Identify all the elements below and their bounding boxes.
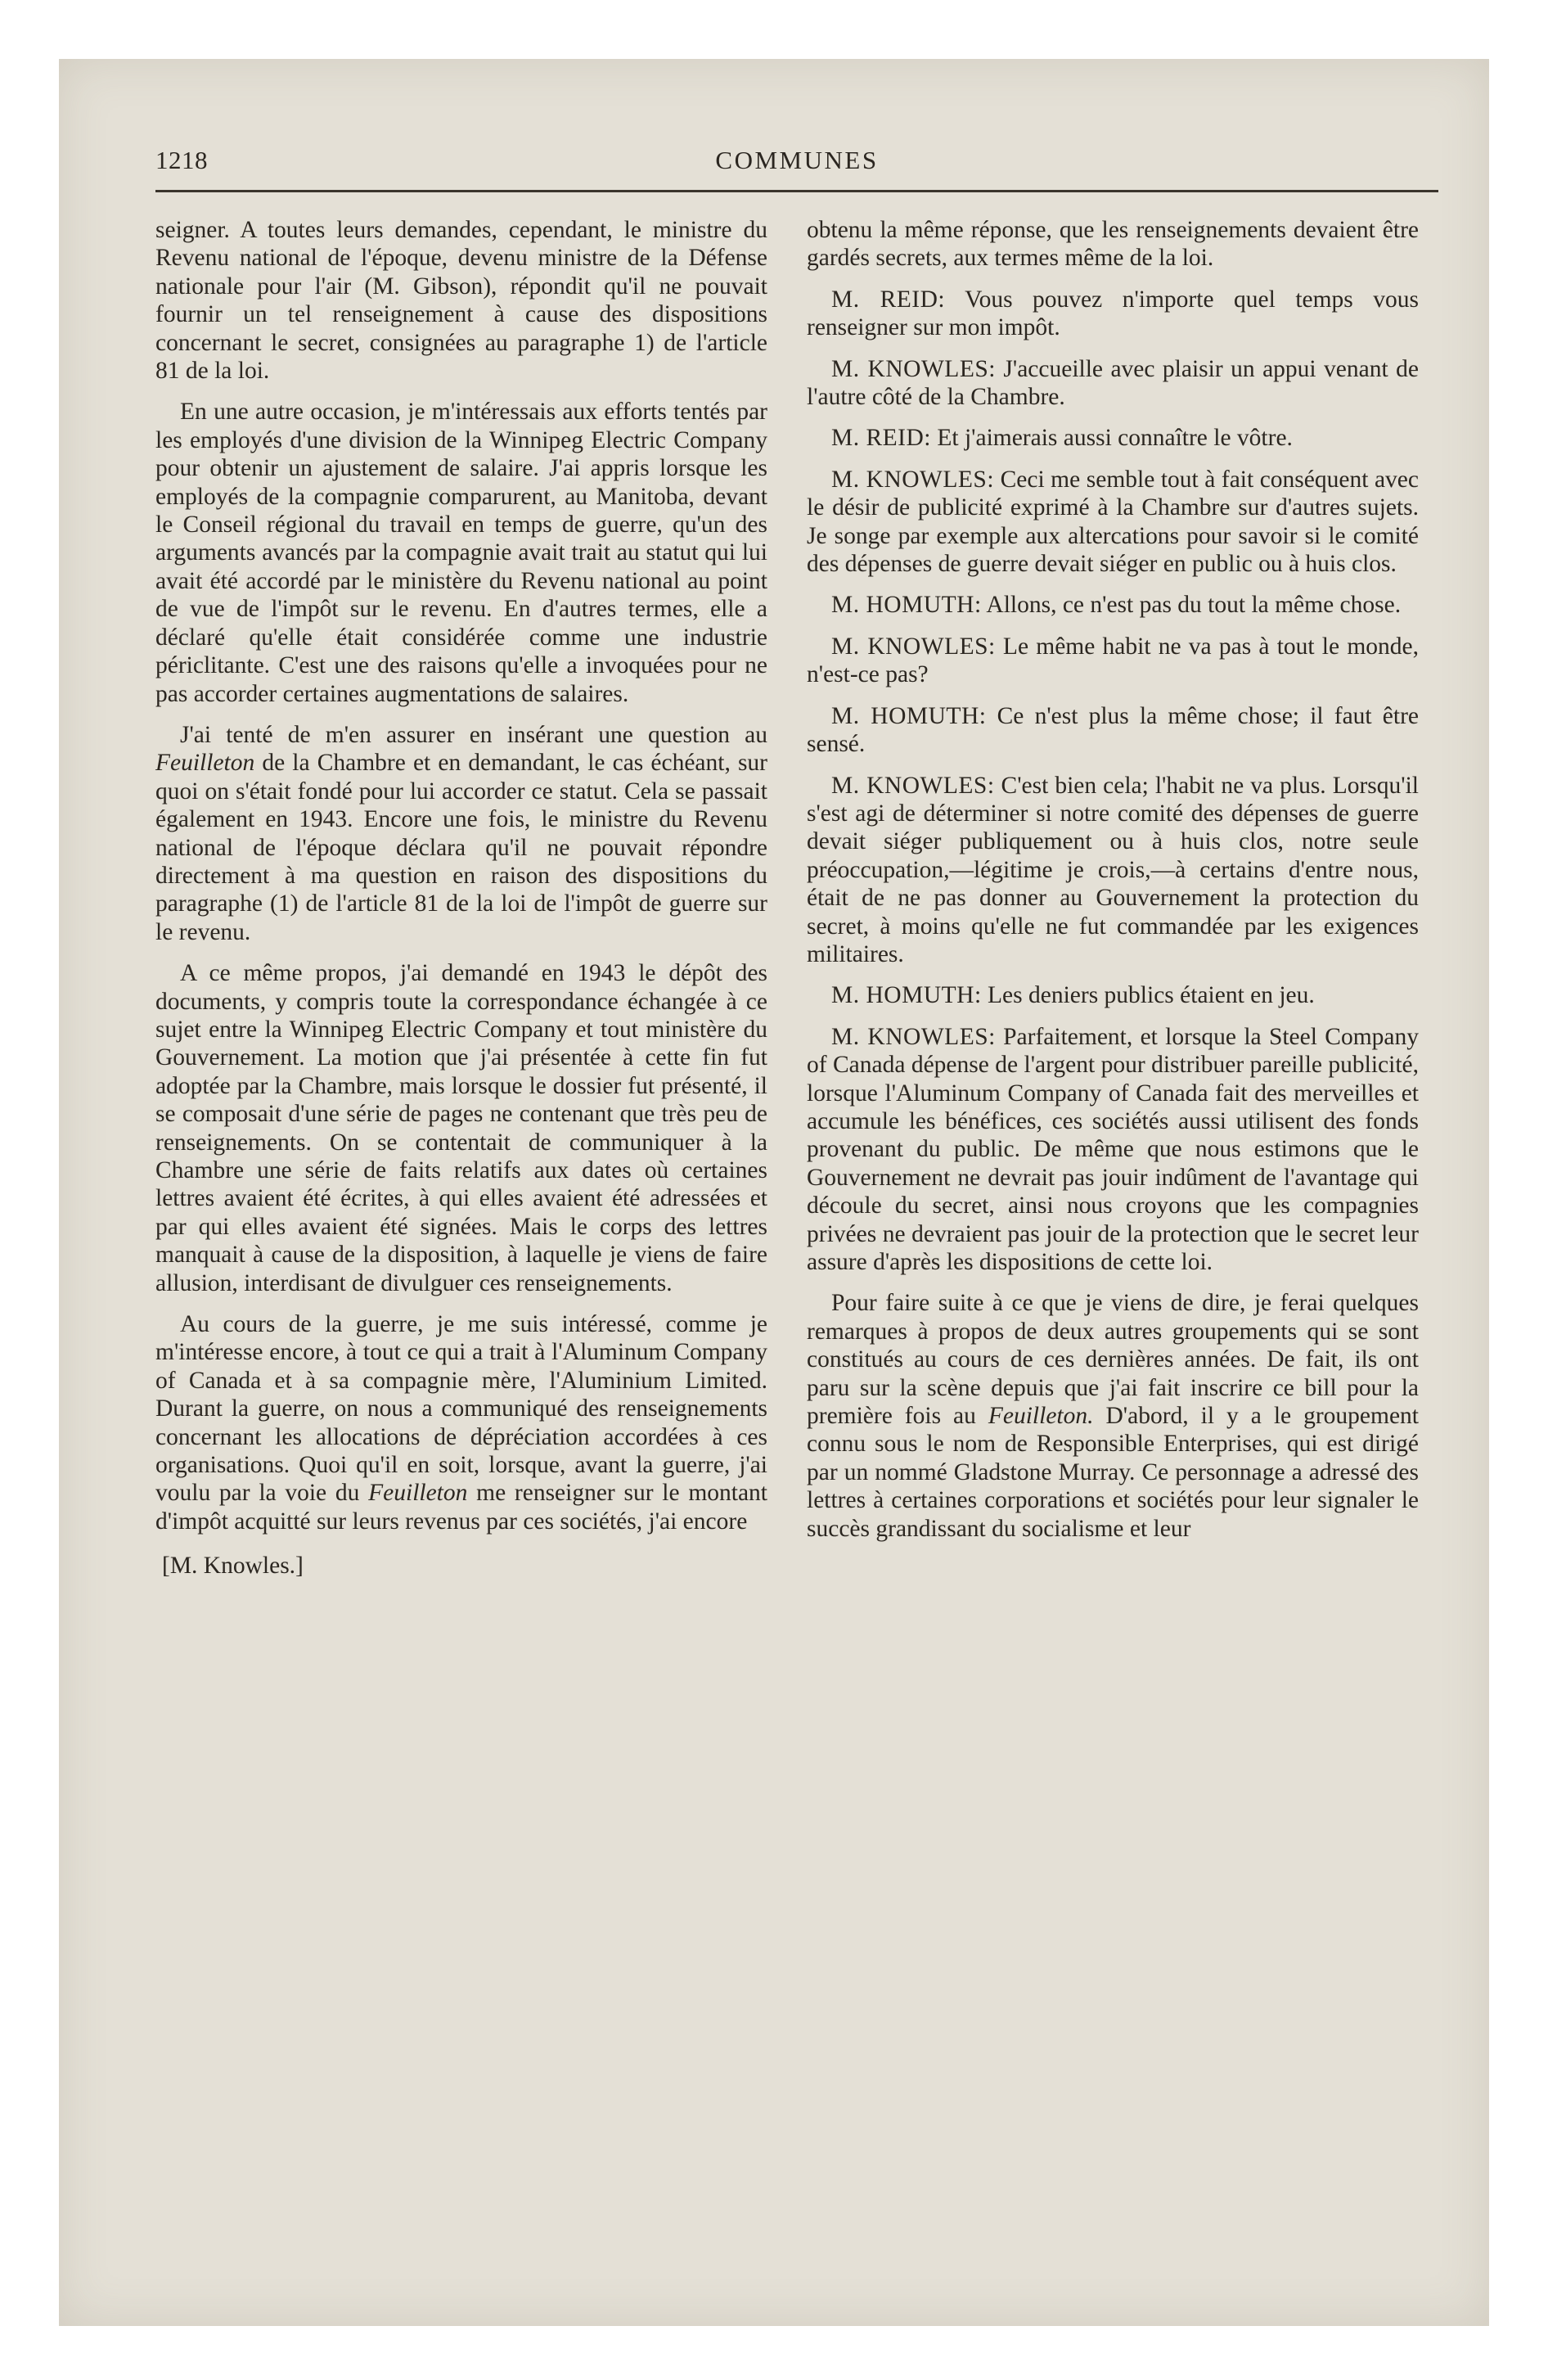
speech-text: C'est bien cela; l'habit ne va plus. Lorsqu'il s'est agi de déterminer si notre comité des dépenses de guerre devait siéger publiquement ou à huis clos, notre seule préoccupation,—légitime je crois,—à certains d'entre nous, était de ne pas donner au Gouvernement la protection du secret, à moins qu'elle ne fut commandée par les exigences militaires. xyxy=(807,772,1419,967)
paragraph: A ce même propos, j'ai demandé en 1943 le dépôt des documents, y compris toute la correspondance échangée à ce sujet entre la Winnipeg Electric Company et tout ministère du Gouvernement. La motion que j'ai présentée à cette fin fut adoptée par la Chambre, mais lorsque le dossier fut présenté, il se composait d'une série de pages ne contenant que très peu de renseignements. On se contentait de communiquer à la Chambre une série de faits relatifs aux dates où certaines lettres avaient été écrites, à qui elles avaient été adressées et par qui elles avaient été signées. Mais le corps des lettres manquait à cause de la disposition, à laquelle je viens de faire allusion, interdisant de divulguer ces renseignements. xyxy=(155,960,767,1296)
speaker-name: M. KNOWLES: xyxy=(831,355,996,382)
page-header xyxy=(155,146,1438,185)
speaker-name: M. KNOWLES: xyxy=(831,466,995,493)
paragraph-text: de la Chambre et en demandant, le cas échéant, sur quoi on s'était fondé pour lui accorder ce statut. Cela se passait également en 1943. Encore une fois, le ministre du Revenu national de l'époque déclara qu'il ne pouvait répondre directement à ma question en raison des dispositions du paragraphe (1) de l'article 81 de la loi de l'impôt de guerre sur le revenu. xyxy=(155,750,767,945)
speaker-name: M. KNOWLES: xyxy=(831,633,996,660)
paragraph xyxy=(807,1289,1419,1543)
paragraph-text: J'ai tenté de m'en assurer en insérant une question au xyxy=(180,721,767,748)
speech-text: Le même habit ne va pas à tout le monde, n'est-ce pas? xyxy=(807,633,1419,688)
paragraph xyxy=(155,1310,767,1535)
paragraph-text: Au cours de la guerre, je me suis intéressé, comme je m'intéresse encore, à tout ce qui a trait à l'Aluminum Company of Canada et à sa compagnie mère, l'Aluminium Limited. Durant la guerre, on nous a communiqué des renseignements concernant les allocations de dépréciation accordées à ces organisations. Quoi qu'il en soit, lorsque, avant la guerre, j'ai voulu par la voie du xyxy=(155,1311,767,1507)
speech-text: Les deniers publics étaient en jeu. xyxy=(981,982,1315,1009)
header-rule xyxy=(155,190,1438,192)
italic-term: Feuilleton. xyxy=(988,1403,1094,1430)
paragraph: seigner. A toutes leurs demandes, cependant, le ministre du Revenu national de l'époque, devenu ministre de la Défense nationale pour l'air (M. Gibson), répondit qu'il ne pouvait fournir un tel renseignement à cause des dispositions concernant le secret, consignées au paragraphe 1) de l'article 81 de la loi. xyxy=(155,217,767,385)
paragraph-text: Pour faire suite à ce que je viens de dire, je ferai quelques remarques à propos de deux autres groupements qui se sont constitués au cours de ces dernières années. De fait, ils ont paru sur la scène depuis que j'ai fait inscrire ce bill pour la première fois au xyxy=(807,1290,1419,1430)
speech-text: Vous pouvez n'importe quel temps vous renseigner sur mon impôt. xyxy=(807,286,1419,341)
right-column xyxy=(807,216,1419,1556)
speech xyxy=(807,633,1419,689)
speech xyxy=(807,466,1419,579)
speech xyxy=(807,772,1419,969)
paragraph: obtenu la même réponse, que les renseignements devaient être gardés secrets, aux termes même de la loi. xyxy=(807,217,1419,272)
speaker-signature: [M. Knowles.] xyxy=(162,1553,304,1580)
speech xyxy=(807,355,1419,412)
page-number: 1218 xyxy=(155,146,208,174)
speech-text: Et j'aimerais aussi connaître le vôtre. xyxy=(931,425,1293,452)
speech xyxy=(807,591,1419,619)
speech xyxy=(807,702,1419,759)
speech xyxy=(807,981,1419,1009)
speech xyxy=(807,424,1419,452)
speaker-name: M. HOMUTH: xyxy=(831,702,987,729)
left-column xyxy=(155,216,767,1580)
speaker-name: M. HOMUTH: xyxy=(831,982,982,1009)
speaker-name: M. REID: xyxy=(831,425,931,452)
speech-text: Ce n'est plus la même chose; il faut être sensé. xyxy=(807,702,1419,758)
speaker-name: M. HOMUTH: xyxy=(831,592,982,619)
paragraph xyxy=(155,721,767,946)
paragraph: En une autre occasion, je m'intéressais aux efforts tentés par les employés d'une division de la Winnipeg Electric Company pour obtenir un ajustement de salaire. J'ai appris lorsque les employés de la compagnie comparurent, au Manitoba, devant le Conseil régional du travail en temps de guerre, qu'un des arguments avancés par la compagnie avait trait au statut qui lui avait été accordé par le ministère du Revenu national au point de vue de l'impôt sur le revenu. En d'autres termes, elle a déclaré qu'elle était considérée comme une industrie périclitante. C'est une des raisons qu'elle a invoquées pour ne pas accorder certaines augmentations de salaires. xyxy=(155,399,767,707)
running-title: COMMUNES xyxy=(715,146,879,174)
paragraph-text: D'abord, il y a le groupement connu sous le nom de Responsible Enterprises, qui est dirigé par un nommé Gladstone Murray. Ce personnage a adressé des lettres à certaines corporations et sociétés pour leur signaler le succès grandissant du socialisme et leur xyxy=(807,1403,1419,1542)
speech xyxy=(807,286,1419,342)
speaker-name: M. KNOWLES: xyxy=(831,1023,996,1050)
speech xyxy=(807,1023,1419,1277)
speech-text: Ceci me semble tout à fait conséquent avec le désir de publicité exprimé à la Chambre sur d'autres sujets. Je songe par exemple aux altercations pour savoir si le comité des dépenses de guerre devait siéger en public ou à huis clos. xyxy=(807,466,1419,578)
italic-term: Feuilleton xyxy=(155,750,255,777)
speech-text: J'accueille avec plaisir un appui venant de l'autre côté de la Chambre. xyxy=(807,355,1419,411)
speech-text: Allons, ce n'est pas du tout la même chose. xyxy=(981,592,1402,619)
paragraph-text: me renseigner sur le montant d'impôt acquitté sur leurs revenus par ces sociétés, j'ai encore xyxy=(155,1480,767,1535)
italic-term: Feuilleton xyxy=(368,1480,468,1507)
speaker-name: M. REID: xyxy=(831,286,946,313)
speech-text: Parfaitement, et lorsque la Steel Company of Canada dépense de l'argent pour distribuer pareille publicité, lorsque l'Aluminum Company of Canada fait des merveilles et accumule les bénéfices, ces sociétés aussi utilisent des fonds provenant du public. De même que nous estimons que le Gouvernement ne devrait pas jouir indûment de l'avantage qui découle du secret, ainsi nous croyons que les compagnies privées ne devraient pas jouir de la protection que le secret leur assure d'après les dispositions de cette loi. xyxy=(807,1023,1419,1275)
speaker-name: M. KNOWLES: xyxy=(831,772,995,799)
